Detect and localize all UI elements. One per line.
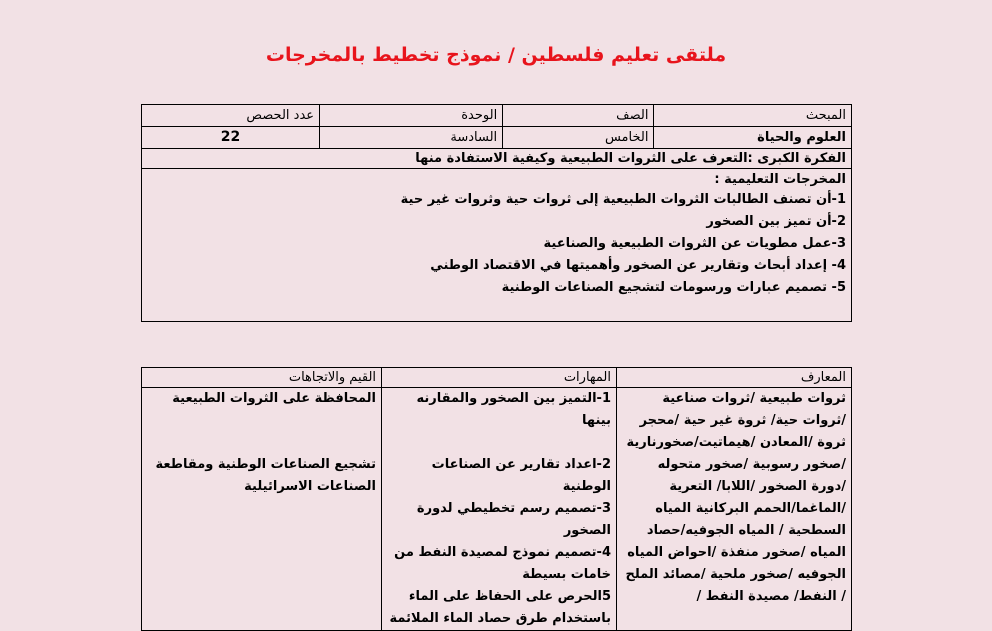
knowledge-line: ثروات طبيعية /ثروات صناعية xyxy=(662,391,846,406)
skill-line: 4-تصميم نموذج لمصيدة النفط من xyxy=(394,545,611,560)
knowledge-line: الجوفيه /صخور ملحية /مصائد الملح xyxy=(625,567,846,582)
page-title: ملتقى تعليم فلسطين / نموذج تخطيط بالمخرجات xyxy=(265,44,727,66)
value-item: المحافظة على الثروات الطبيعية xyxy=(172,391,377,406)
grade-value: الخامس xyxy=(503,127,654,149)
skill-line: 1-التميز بين الصخور والمقارنه xyxy=(416,391,611,406)
value-spacer xyxy=(147,430,376,454)
skill-line: خامات بسيطة xyxy=(522,567,611,582)
outcome-item: 3-عمل مطويات عن الثروات الطبيعية والصناعية xyxy=(543,236,846,251)
periods-value: 22 xyxy=(142,127,320,149)
knowledge-line: /ثروات حية/ ثروة غير حية /محجر xyxy=(639,413,846,428)
skills-header: المهارات xyxy=(382,368,617,388)
info-table xyxy=(141,104,852,322)
skill-line: بينها xyxy=(582,413,611,428)
skills-cell xyxy=(382,388,617,631)
skill-line: الصخور xyxy=(563,523,611,538)
outcome-item: 2-أن تميز بين الصخور xyxy=(706,214,846,229)
outcomes-cell xyxy=(142,169,852,322)
outcome-item: 5- تصميم عبارات ورسومات لتشجيع الصناعات الوطنية xyxy=(501,280,846,295)
knowledge-cell xyxy=(616,388,851,631)
skill-spacer xyxy=(387,432,611,454)
skill-line: باستخدام طرق حصاد الماء الملائمة xyxy=(389,611,611,626)
outcome-item: 1-أن تصنف الطالبات الثروات الطبيعية إلى ثروات حية وثروات غير حية xyxy=(400,192,846,207)
knowledge-line: /الماغما/الحمم البركانية المياه xyxy=(655,501,846,516)
knowledge-line: /صخور رسوبية /صخور متحوله xyxy=(657,457,846,472)
skill-line: 3-تصميم رسم تخطيطي لدورة xyxy=(416,501,611,516)
grade-header: الصف xyxy=(503,105,654,127)
knowledge-line: السطحية / المياه الجوفيه/حصاد xyxy=(646,523,846,538)
plan-table xyxy=(141,367,852,631)
knowledge-line: /دورة الصخور /اللابا/ التعرية xyxy=(669,479,846,494)
subject-header: المبحث xyxy=(654,105,852,127)
skill-line: 5الحرص على الحفاظ على الماء xyxy=(408,589,611,604)
outcome-item: 4- إعداد أبحاث وتقارير عن الصخور وأهميتها في الاقتصاد الوطني xyxy=(430,258,846,273)
unit-header: الوحدة xyxy=(320,105,503,127)
value-item: تشجيع الصناعات الوطنية ومقاطعة الصناعات الاسرائيلية xyxy=(155,457,377,494)
periods-header: عدد الحصص xyxy=(142,105,320,127)
values-header: القيم والاتجاهات xyxy=(142,368,382,388)
unit-value: السادسة xyxy=(320,127,503,149)
skill-line: 2-اعداد تقارير عن الصناعات xyxy=(431,457,611,472)
skill-line: الوطنية xyxy=(562,479,611,494)
values-cell xyxy=(142,388,382,631)
knowledge-header: المعارف xyxy=(616,368,851,388)
subject-value: العلوم والحياة xyxy=(654,127,852,149)
big-idea: الفكرة الكبرى :التعرف على الثروات الطبيعية وكيفية الاستفادة منها xyxy=(142,149,852,169)
knowledge-line: المياه /صخور منفذة /احواض المياه xyxy=(627,545,846,560)
outcomes-heading: المخرجات التعليمية : xyxy=(714,172,846,187)
knowledge-line: / النفط/ مصيدة النفط / xyxy=(696,589,846,604)
knowledge-line: ثروة /المعادن /هيماتيت/صخورنارية xyxy=(626,435,846,450)
